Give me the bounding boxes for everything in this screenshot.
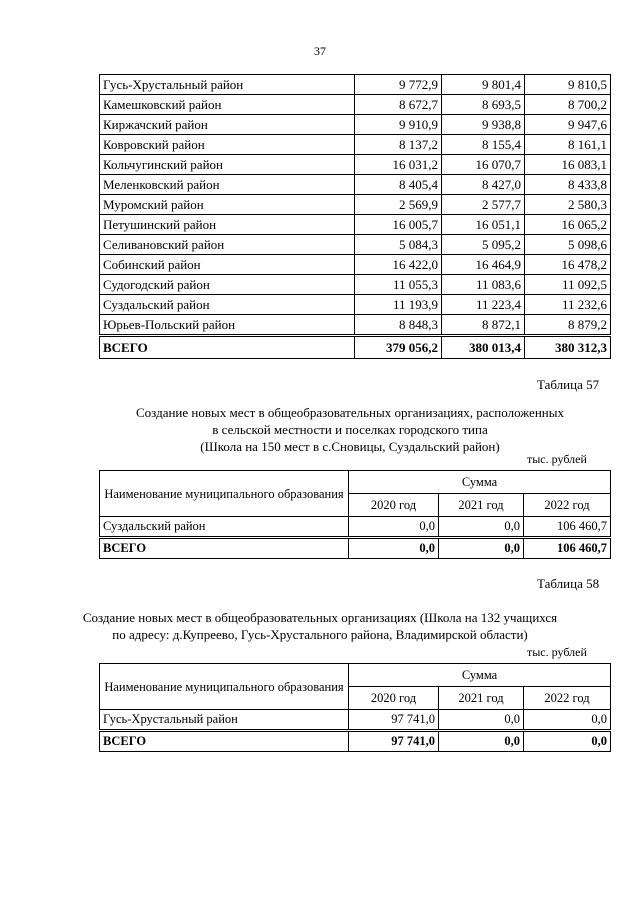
- page-number: 37: [314, 44, 326, 58]
- district-funding-table: [99, 74, 611, 359]
- table-row: [100, 235, 611, 255]
- value-2022: 8 433,8: [525, 175, 611, 195]
- table58-title-line: Создание новых мест в общеобразовательных организациях (Школа на 132 учащихся: [82, 610, 558, 625]
- value-2020: 9 772,9: [355, 75, 442, 95]
- district-name: Гусь-Хрустальный район: [100, 710, 349, 731]
- table58-year-2022: 2022 год: [524, 687, 611, 710]
- total-2021: 380 013,4: [442, 336, 525, 359]
- district-name: Гусь-Хрустальный район: [100, 75, 355, 95]
- table58-year-2020: 2020 год: [349, 687, 439, 710]
- value-2020: 11 055,3: [355, 275, 442, 295]
- value-2020: 97 741,0: [349, 710, 439, 731]
- table57-year-2021: 2021 год: [439, 494, 524, 517]
- value-2020: 5 084,3: [355, 235, 442, 255]
- value-2021: 16 070,7: [442, 155, 525, 175]
- value-2022: 0,0: [524, 710, 611, 731]
- table-row: [100, 95, 611, 115]
- table-row: [100, 195, 611, 215]
- table57-units: тыс. рублей: [527, 452, 587, 466]
- value-2022: 8 700,2: [525, 95, 611, 115]
- district-name: Собинский район: [100, 255, 355, 275]
- table57-title: [0, 404, 640, 455]
- table-row: [100, 275, 611, 295]
- table57-caption: Таблица 57: [537, 377, 600, 392]
- table-row: [100, 115, 611, 135]
- district-name: Селивановский район: [100, 235, 355, 255]
- value-2022: 16 478,2: [525, 255, 611, 275]
- table57-year-2022: 2022 год: [524, 494, 611, 517]
- value-2022: 9 947,6: [525, 115, 611, 135]
- value-2021: 0,0: [439, 710, 524, 731]
- total-2020: 97 741,0: [349, 731, 439, 752]
- table57-year-2020: 2020 год: [349, 494, 439, 517]
- table-row: [100, 295, 611, 315]
- table58-header-name: Наименование муниципального образования: [100, 664, 349, 710]
- value-2022: 16 065,2: [525, 215, 611, 235]
- table-row: [100, 315, 611, 336]
- total-label: ВСЕГО: [100, 731, 349, 752]
- table57-title-line: (Школа на 150 мест в с.Сновицы, Суздальский район): [200, 439, 500, 454]
- district-name: Меленковский район: [100, 175, 355, 195]
- value-2021: 11 083,6: [442, 275, 525, 295]
- total-2021: 0,0: [439, 731, 524, 752]
- table-row: [100, 155, 611, 175]
- table58-header-sum: Сумма: [349, 664, 611, 687]
- district-name: Юрьев-Польский район: [100, 315, 355, 336]
- value-2020: 16 422,0: [355, 255, 442, 275]
- district-name: Ковровский район: [100, 135, 355, 155]
- value-2021: 11 223,4: [442, 295, 525, 315]
- table-row: [100, 710, 611, 731]
- value-2021: 2 577,7: [442, 195, 525, 215]
- value-2021: 9 801,4: [442, 75, 525, 95]
- value-2020: 8 672,7: [355, 95, 442, 115]
- table-row: [100, 255, 611, 275]
- value-2022: 8 879,2: [525, 315, 611, 336]
- value-2022: 11 092,5: [525, 275, 611, 295]
- value-2020: 11 193,9: [355, 295, 442, 315]
- district-name: Киржачский район: [100, 115, 355, 135]
- table57-title-line: Создание новых мест в общеобразовательных организациях, расположенных: [136, 405, 564, 420]
- value-2020: 16 031,2: [355, 155, 442, 175]
- district-name: Муромский район: [100, 195, 355, 215]
- value-2021: 8 693,5: [442, 95, 525, 115]
- value-2022: 2 580,3: [525, 195, 611, 215]
- total-row: [100, 336, 611, 359]
- table57: [99, 470, 611, 559]
- district-name: Петушинский район: [100, 215, 355, 235]
- value-2022: 11 232,6: [525, 295, 611, 315]
- table57-header-sum: Сумма: [349, 471, 611, 494]
- table58-title: [0, 609, 640, 643]
- value-2021: 16 051,1: [442, 215, 525, 235]
- value-2021: 16 464,9: [442, 255, 525, 275]
- value-2021: 8 427,0: [442, 175, 525, 195]
- value-2022: 9 810,5: [525, 75, 611, 95]
- value-2020: 2 569,9: [355, 195, 442, 215]
- table58: [99, 663, 611, 752]
- total-label: ВСЕГО: [100, 336, 355, 359]
- value-2022: 8 161,1: [525, 135, 611, 155]
- district-name: Суздальский район: [100, 295, 355, 315]
- value-2022: 16 083,1: [525, 155, 611, 175]
- table58-units: тыс. рублей: [527, 645, 587, 659]
- district-name: Камешковский район: [100, 95, 355, 115]
- total-2020: 0,0: [349, 538, 439, 559]
- value-2021: 5 095,2: [442, 235, 525, 255]
- district-name: Суздальский район: [100, 517, 349, 538]
- total-row: [100, 538, 611, 559]
- value-2021: 8 872,1: [442, 315, 525, 336]
- table57-title-line: в сельской местности и поселках городского типа: [212, 422, 488, 437]
- table58-title-line: по адресу: д.Купреево, Гусь-Хрустального района, Владимирской области): [112, 627, 528, 642]
- value-2022: 5 098,6: [525, 235, 611, 255]
- table-row: [100, 75, 611, 95]
- total-2022: 380 312,3: [525, 336, 611, 359]
- value-2020: 8 405,4: [355, 175, 442, 195]
- table57-header-name: Наименование муниципального образования: [100, 471, 349, 517]
- table58-caption: Таблица 58: [537, 576, 600, 591]
- total-row: [100, 731, 611, 752]
- total-2022: 0,0: [524, 731, 611, 752]
- district-name: Кольчугинский район: [100, 155, 355, 175]
- total-2021: 0,0: [439, 538, 524, 559]
- value-2021: 0,0: [439, 517, 524, 538]
- value-2020: 8 137,2: [355, 135, 442, 155]
- total-2022: 106 460,7: [524, 538, 611, 559]
- value-2021: 8 155,4: [442, 135, 525, 155]
- total-label: ВСЕГО: [100, 538, 349, 559]
- table-row: [100, 517, 611, 538]
- table-row: [100, 175, 611, 195]
- total-2020: 379 056,2: [355, 336, 442, 359]
- value-2020: 16 005,7: [355, 215, 442, 235]
- value-2020: 9 910,9: [355, 115, 442, 135]
- table-row: [100, 215, 611, 235]
- district-name: Судогодский район: [100, 275, 355, 295]
- value-2020: 8 848,3: [355, 315, 442, 336]
- value-2022: 106 460,7: [524, 517, 611, 538]
- value-2021: 9 938,8: [442, 115, 525, 135]
- value-2020: 0,0: [349, 517, 439, 538]
- table-row: [100, 135, 611, 155]
- table58-year-2021: 2021 год: [439, 687, 524, 710]
